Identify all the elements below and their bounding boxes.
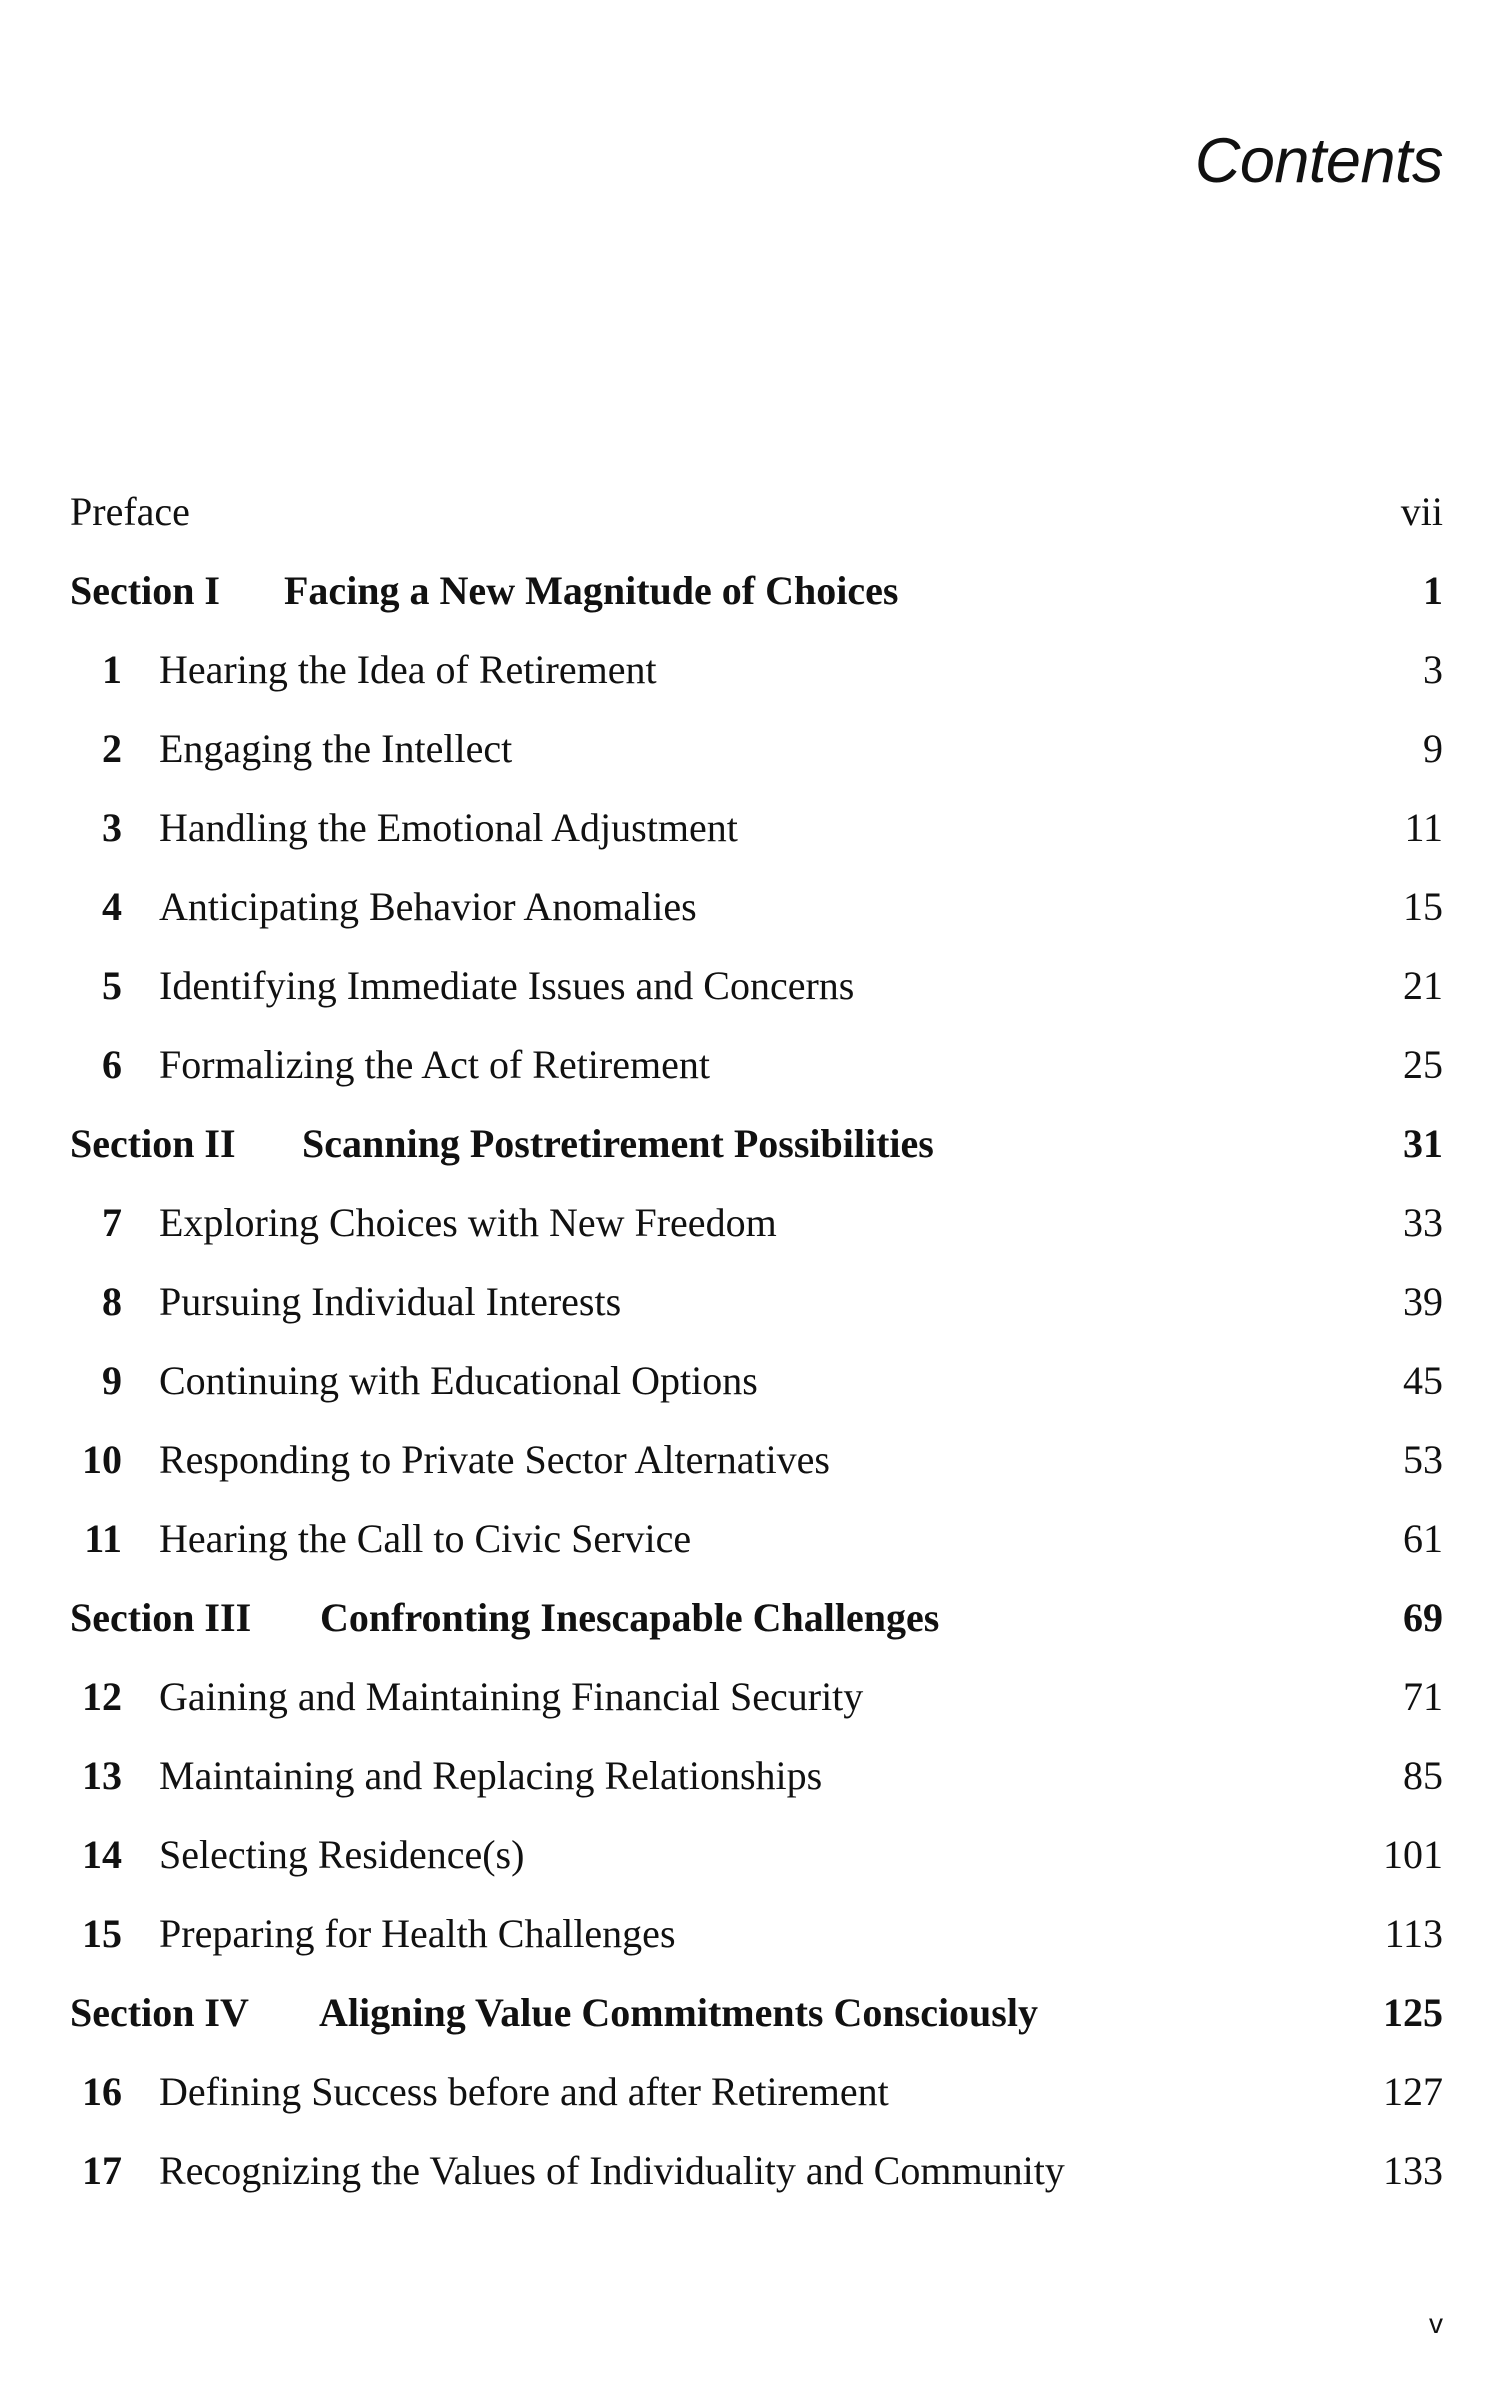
toc-chapter-title: Gaining and Maintaining Financial Security	[159, 1674, 864, 1719]
toc-chapter-title: Pursuing Individual Interests	[159, 1279, 622, 1324]
toc-section-title: Scanning Postretirement Possibilities	[302, 1121, 934, 1166]
toc-page-number: 71	[1403, 1674, 1443, 1719]
toc-chapter-row[interactable]	[70, 803, 1443, 882]
toc-chapter-number: 2	[102, 726, 122, 771]
toc-chapter-row[interactable]	[70, 1356, 1443, 1435]
toc-row-preface[interactable]	[70, 487, 1443, 566]
toc-page-number: vii	[1400, 489, 1443, 534]
toc-chapter-row[interactable]	[70, 1435, 1443, 1514]
toc-page-number: 31	[1403, 1121, 1443, 1166]
toc-page-number: 85	[1403, 1753, 1443, 1798]
toc-page-number: 11	[1404, 805, 1443, 850]
toc-chapter-number: 12	[82, 1674, 122, 1719]
toc-chapter-row[interactable]	[70, 2067, 1443, 2146]
toc-section-label: Section III	[70, 1595, 252, 1640]
toc-chapter-number: 14	[82, 1832, 122, 1877]
toc-page-number: 3	[1423, 647, 1443, 692]
toc-chapter-title: Continuing with Educational Options	[159, 1358, 758, 1403]
toc-chapter-number: 11	[84, 1516, 122, 1561]
toc-chapter-number: 1	[102, 647, 122, 692]
toc-chapter-row[interactable]	[70, 1277, 1443, 1356]
toc-page-number: 113	[1384, 1911, 1443, 1956]
toc-page-number: 101	[1383, 1832, 1443, 1877]
toc-section-row[interactable]	[70, 1593, 1443, 1672]
toc-page-number: 125	[1383, 1990, 1443, 2035]
toc-chapter-title: Handling the Emotional Adjustment	[159, 805, 738, 850]
toc-chapter-row[interactable]	[70, 961, 1443, 1040]
toc-page-number: 61	[1403, 1516, 1443, 1561]
toc-entry-title: Preface	[70, 489, 190, 534]
page-folio: v	[1429, 2308, 1443, 2339]
toc-chapter-title: Selecting Residence(s)	[159, 1832, 525, 1877]
toc-chapter-row[interactable]	[70, 2146, 1443, 2225]
toc-chapter-row[interactable]	[70, 645, 1443, 724]
toc-section-row[interactable]	[70, 566, 1443, 645]
toc-chapter-title: Identifying Immediate Issues and Concerns	[159, 963, 855, 1008]
toc-page-number: 1	[1423, 568, 1443, 613]
toc-section-title: Aligning Value Commitments Consciously	[319, 1990, 1038, 2035]
toc-chapter-row[interactable]	[70, 1909, 1443, 1988]
toc-chapter-number: 15	[82, 1911, 122, 1956]
toc-chapter-title: Recognizing the Values of Individuality and Community	[159, 2148, 1065, 2193]
toc-chapter-number: 9	[102, 1358, 122, 1403]
toc-chapter-row[interactable]	[70, 1198, 1443, 1277]
toc-chapter-title: Hearing the Call to Civic Service	[159, 1516, 692, 1561]
toc-chapter-title: Defining Success before and after Retirement	[159, 2069, 889, 2114]
toc-chapter-row[interactable]	[70, 1514, 1443, 1593]
toc-chapter-title: Preparing for Health Challenges	[159, 1911, 676, 1956]
toc-page-number: 45	[1403, 1358, 1443, 1403]
toc-chapter-title: Maintaining and Replacing Relationships	[159, 1753, 823, 1798]
toc-page-number: 69	[1403, 1595, 1443, 1640]
toc-chapter-number: 7	[102, 1200, 122, 1245]
toc-section-title: Confronting Inescapable Challenges	[320, 1595, 940, 1640]
toc-chapter-title: Anticipating Behavior Anomalies	[159, 884, 697, 929]
toc-chapter-number: 16	[82, 2069, 122, 2114]
toc-chapter-row[interactable]	[70, 1040, 1443, 1119]
toc-page-number: 133	[1383, 2148, 1443, 2193]
toc-chapter-number: 10	[82, 1437, 122, 1482]
toc-chapter-row[interactable]	[70, 1751, 1443, 1830]
toc-section-label: Section II	[70, 1121, 236, 1166]
toc-chapter-title: Hearing the Idea of Retirement	[159, 647, 657, 692]
page-title: Contents	[1194, 126, 1443, 196]
toc-section-row[interactable]	[70, 1119, 1443, 1198]
toc-page-number: 127	[1383, 2069, 1443, 2114]
toc-chapter-number: 13	[82, 1753, 122, 1798]
toc-page-number: 9	[1423, 726, 1443, 771]
toc-chapter-number: 4	[102, 884, 122, 929]
toc-section-row[interactable]	[70, 1988, 1443, 2067]
toc-page-number: 15	[1403, 884, 1443, 929]
toc-chapter-title: Engaging the Intellect	[159, 726, 513, 771]
toc-chapter-row[interactable]	[70, 1672, 1443, 1751]
toc-page-number: 25	[1403, 1042, 1443, 1087]
toc-section-label: Section I	[70, 568, 220, 613]
toc-chapter-number: 3	[102, 805, 122, 850]
toc-chapter-title: Exploring Choices with New Freedom	[159, 1200, 777, 1245]
toc-chapter-number: 5	[102, 963, 122, 1008]
toc-page-number: 21	[1403, 963, 1443, 1008]
toc-chapter-title: Responding to Private Sector Alternatives	[159, 1437, 830, 1482]
toc-page-number: 33	[1403, 1200, 1443, 1245]
table-of-contents	[70, 487, 1443, 2225]
toc-chapter-row[interactable]	[70, 724, 1443, 803]
toc-chapter-row[interactable]	[70, 1830, 1443, 1909]
toc-chapter-number: 6	[102, 1042, 122, 1087]
toc-chapter-row[interactable]	[70, 882, 1443, 961]
toc-chapter-number: 8	[102, 1279, 122, 1324]
toc-chapter-title: Formalizing the Act of Retirement	[159, 1042, 710, 1087]
toc-page-number: 53	[1403, 1437, 1443, 1482]
toc-section-title: Facing a New Magnitude of Choices	[284, 568, 899, 613]
toc-chapter-number: 17	[82, 2148, 122, 2193]
toc-page-number: 39	[1403, 1279, 1443, 1324]
toc-section-label: Section IV	[70, 1990, 249, 2035]
